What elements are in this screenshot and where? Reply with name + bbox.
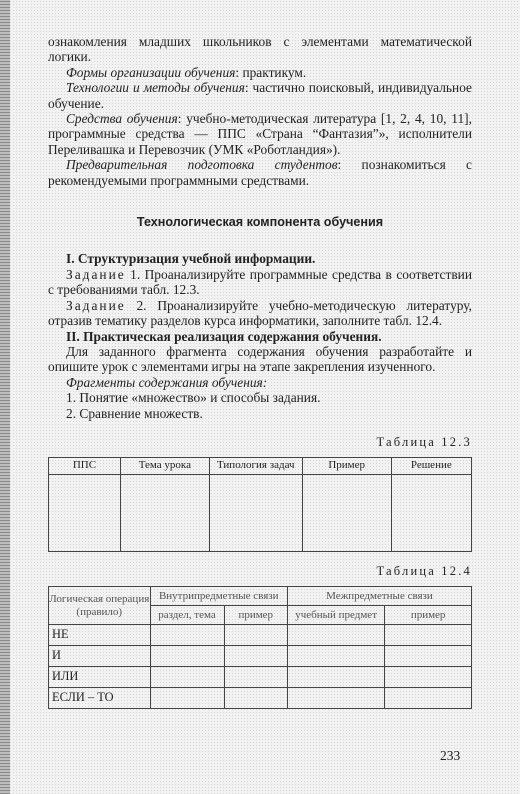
table2-row-label: НЕ [49,625,151,646]
table-row [49,667,472,688]
table-12-3 [48,457,472,551]
table2-caption: Таблица 12.4 [376,563,472,578]
table2-header-operation: Логическая операция (правило) [49,587,151,625]
means-paragraph [48,111,472,157]
table1-header-pps: ППС [49,458,121,474]
prep-text: : познакомиться с рекомендуемыми программными средствами. [48,157,472,188]
means-text: : учебно-методическая литература [1, 2, 4, 10, 11], программные средства — ППС «Страна “Фантазия”», исполнители Переливашка и Перевозчик (УМК «Роботландия»). [48,111,472,157]
table1-caption: Таблица 12.3 [376,434,472,449]
table2-row-label: ЕСЛИ – ТО [49,688,151,709]
table-row [49,646,472,667]
table2-header-inner-links: Внутрипредметные связи [150,587,287,606]
table-cell [209,474,302,551]
task1-text: 1. Проанализируйте программные средства в соответствии с требованиями табл. 12.3. [48,266,472,298]
table-cell [385,625,472,646]
fragment-item-2: 2. Сравнение множеств. [66,405,203,421]
table-cell [302,474,391,551]
part2-text: Для заданного фрагмента содержания обучения разработайте и опишите урок с элементами игры на этапе закрепления изученного. [48,343,472,375]
forms-text: : практикум. [235,64,307,80]
table2-row-label: ИЛИ [49,667,151,688]
table2-header-outer-links: Межпредметные связи [287,587,471,606]
table-cell [287,688,384,709]
table-cell [385,688,472,709]
table-cell [224,625,287,646]
table-cell [150,625,224,646]
prep-paragraph [48,157,472,188]
table-cell [385,667,472,688]
table1-header-topic: Тема урока [120,458,209,474]
table-cell [224,646,287,667]
table1-header-solution: Решение [391,458,471,474]
table-cell [224,688,287,709]
forms-paragraph [48,65,472,80]
prep-label: Предварительная подготовка студентов [66,157,338,173]
task1-word: Задание [66,266,126,282]
table-cell [150,667,224,688]
fragment-item-1: 1. Понятие «множество» и способы задания. [66,390,321,406]
table-cell [391,474,471,551]
table1-header-typology: Типология задач [209,458,302,474]
book-spine-edge [0,0,10,794]
forms-label: Формы организации обучения [66,64,236,80]
table-cell [224,667,287,688]
table1-header-example: Пример [302,458,391,474]
table-row [49,688,472,709]
table-cell [150,688,224,709]
table-cell [287,646,384,667]
table-cell [49,474,121,551]
table-cell [287,625,384,646]
table-cell [150,646,224,667]
means-label: Средства обучения [66,111,178,127]
part1-title: I. Структуризация учебной информации. [66,251,316,267]
table-row [49,474,472,551]
table-row [49,625,472,646]
page-number: 233 [440,748,461,763]
fragments-label: Фрагменты содержания обучения: [66,374,268,390]
table-cell [120,474,209,551]
table-cell [385,646,472,667]
section-title: Технологическая компонента обучения [136,215,384,230]
part2-title: II. Практическая реализация содержания обучения. [66,328,382,344]
page-content [48,34,472,709]
task1-paragraph [48,267,472,298]
task2-paragraph [48,298,472,329]
intro-paragraph: ознакомления младших школьников с элементами математической логики. [48,34,472,65]
tech-label: Технологии и методы обучения [66,80,245,96]
table2-subheader-section: раздел, тема [150,606,224,625]
table2-subheader-example2: пример [385,606,472,625]
tech-paragraph [48,80,472,111]
task2-word: Задание [66,297,126,313]
tech-text: : частично поисковый, индивидуальное обучение. [48,80,472,111]
table2-subheader-subject: учебный предмет [287,606,384,625]
table-cell [287,667,384,688]
table2-subheader-example: пример [224,606,287,625]
table-12-4 [48,586,472,709]
task2-text: 2. Проанализируйте учебно-методическую литературу, отразив тематику разделов курса информатики, заполните табл. 12.4. [48,297,472,329]
table2-row-label: И [49,646,151,667]
